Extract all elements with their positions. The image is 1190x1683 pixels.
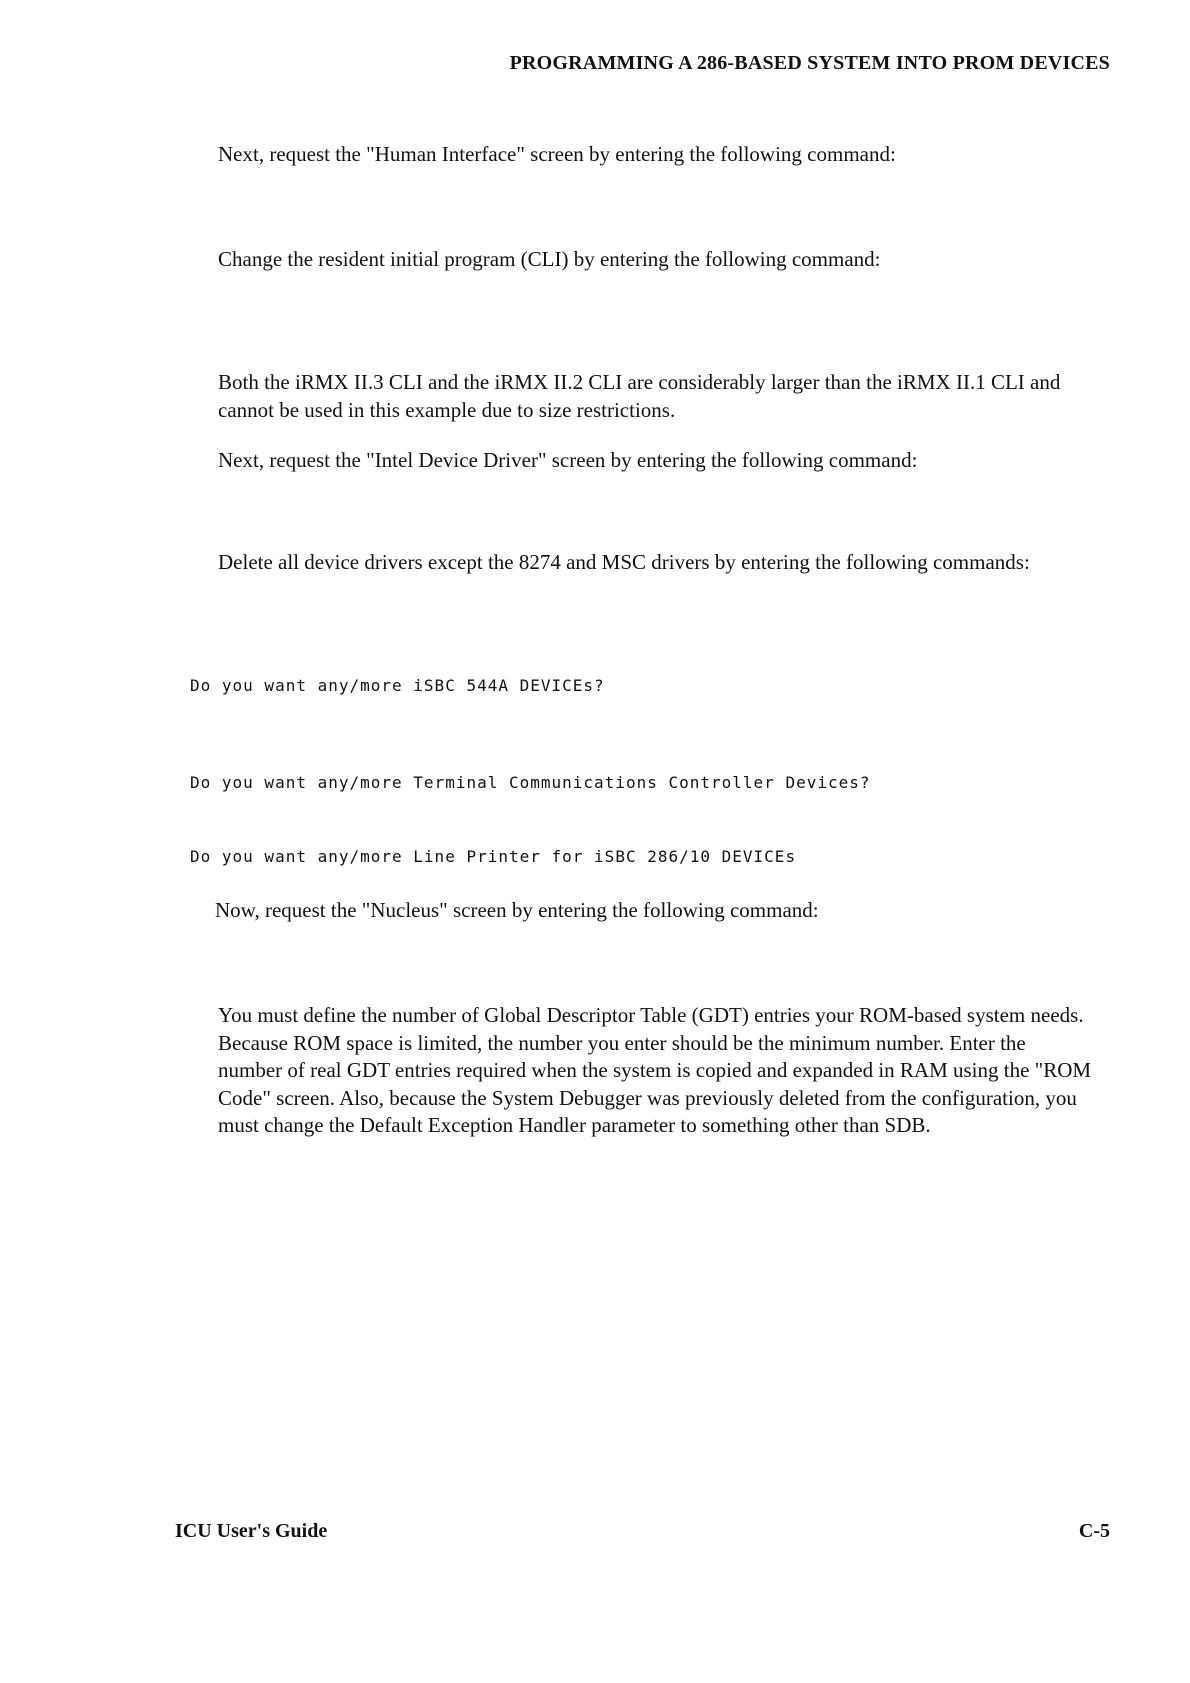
paragraph-change-cli: Change the resident initial program (CLI) by entering the following command:: [218, 247, 881, 271]
paragraph-cli-size: Both the iRMX II.3 CLI and the iRMX II.2 CLI are considerably larger than the iRMX II.1 CLI and cannot be used in this example due to size restrictions.: [218, 370, 1061, 422]
footer-page-number: C-5: [1078, 1520, 1110, 1542]
running-header: PROGRAMMING A 286-BASED SYSTEM INTO PROM DEVICES: [509, 52, 1110, 74]
prompt-terminal-controller: Do you want any/more Terminal Communications Controller Devices?: [190, 773, 871, 792]
paragraph-human-interface: Next, request the "Human Interface" screen by entering the following command:: [218, 142, 896, 166]
paragraph-delete-drivers: Delete all device drivers except the 8274 and MSC drivers by entering the following commands:: [218, 550, 1030, 574]
paragraph-nucleus: Now, request the "Nucleus" screen by entering the following command:: [215, 898, 819, 922]
prompt-line-printer: Do you want any/more Line Printer for iSBC 286/10 DEVICEs: [190, 847, 797, 866]
footer-guide-title: ICU User's Guide: [175, 1520, 328, 1542]
paragraph-gdt: You must define the number of Global Descriptor Table (GDT) entries your ROM-based system needs. Because ROM space is limited, the number you enter should be the minimum number. Enter the number of real GDT entries required when the system is copied and expanded in RAM using the "ROM Code" screen. Also, because the System Debugger was previously deleted from the configuration, you must change the Default Exception Handler parameter to something other than SDB.: [218, 1003, 1092, 1137]
paragraph-device-driver: Next, request the "Intel Device Driver" screen by entering the following command:: [218, 448, 918, 472]
prompt-isbc-544a: Do you want any/more iSBC 544A DEVICEs?: [190, 676, 605, 695]
